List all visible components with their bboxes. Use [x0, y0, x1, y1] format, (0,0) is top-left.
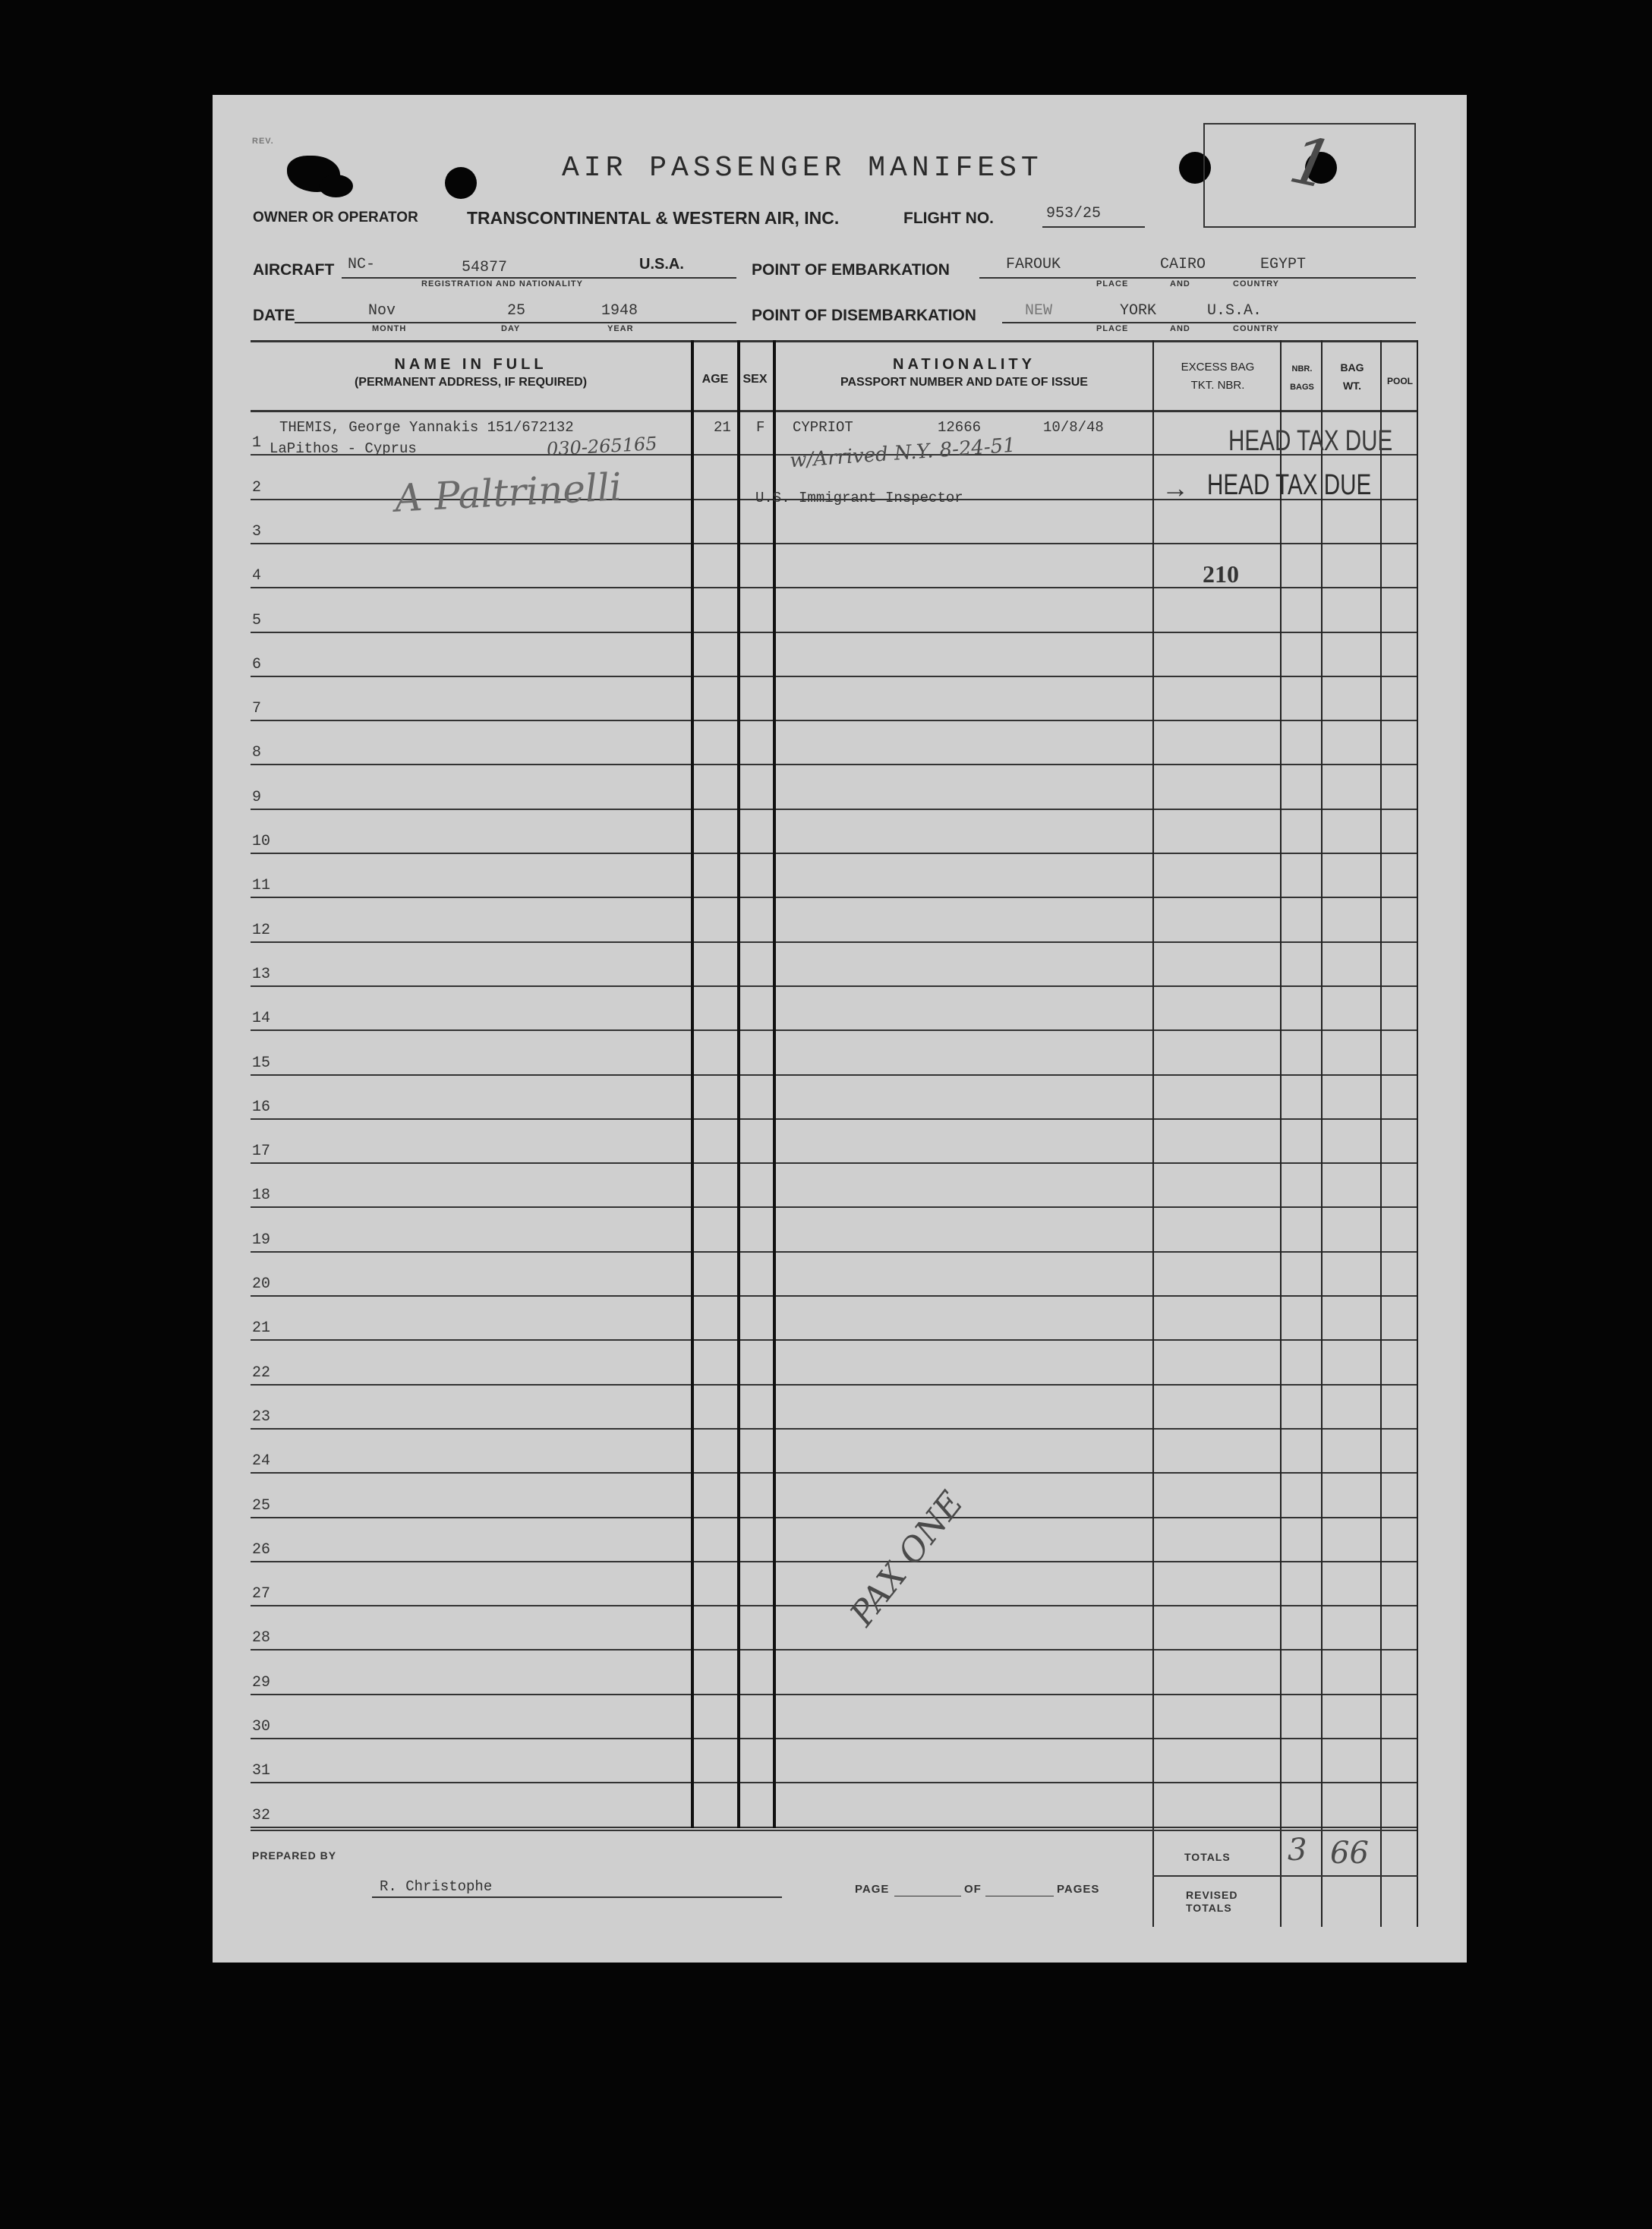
rule-nat-excess — [1152, 340, 1154, 1927]
col-nbr-bags — [1282, 360, 1323, 396]
embarkation-city: CAIRO — [1160, 256, 1206, 273]
row-number: 31 — [252, 1762, 271, 1780]
row-rule — [251, 1738, 1417, 1739]
row-rule — [251, 720, 1417, 721]
col-excess — [1154, 358, 1282, 395]
row-number: 18 — [252, 1187, 271, 1204]
and-caption: AND — [1170, 279, 1190, 288]
col-nationality-title: NATIONALITY — [893, 356, 1036, 373]
page-mark: 1 — [1283, 121, 1340, 205]
row-number: 27 — [252, 1585, 271, 1603]
passport-issue-date: 10/8/48 — [1043, 419, 1104, 436]
prepared-by-name: R. Christophe — [380, 1878, 493, 1895]
row-rule — [251, 1605, 1417, 1606]
inspector-signature: A Paltrinelli — [393, 465, 623, 521]
row-rule — [251, 1428, 1417, 1430]
aircraft-reg: NC- — [348, 256, 376, 273]
row-number: 9 — [252, 789, 262, 806]
rule-name-age — [691, 340, 694, 1828]
row-number: 32 — [252, 1807, 271, 1824]
row-number: 7 — [252, 700, 262, 717]
row-rule — [251, 1251, 1417, 1253]
rule-nbr-bag — [1321, 340, 1323, 1927]
flight-label: FLIGHT NO. — [903, 210, 994, 227]
row-rule — [251, 1384, 1417, 1386]
embarkation-country: EGYPT — [1260, 256, 1307, 273]
row-number: 2 — [252, 479, 262, 497]
aircraft-number: 54877 — [462, 259, 508, 276]
row-number: 22 — [252, 1364, 271, 1382]
row-number: 17 — [252, 1143, 271, 1160]
date-day: 25 — [507, 302, 526, 320]
head-tax-stamp-1: HEAD TAX DUE — [1228, 425, 1393, 457]
disembarkation-country: U.S.A. — [1207, 302, 1263, 320]
stamp-arrow: → — [1162, 472, 1189, 503]
embarkation-place: FAROUK — [1006, 256, 1061, 273]
month-caption: MONTH — [372, 324, 407, 333]
disembarkation-city: YORK — [1120, 302, 1157, 320]
row-rule — [251, 1029, 1417, 1031]
col-age: AGE — [701, 373, 729, 386]
place-caption: PLACE — [1096, 279, 1129, 288]
col-excess-line2: TKT. NBR. — [1190, 379, 1245, 392]
passport-number: 12666 — [938, 419, 982, 436]
revised-line1: REVISED — [1186, 1889, 1238, 1901]
operator-name: TRANSCONTINENTAL & WESTERN AIR, INC. — [467, 208, 840, 228]
row-rule — [251, 1782, 1417, 1783]
col-name-sub: (PERMANENT ADDRESS, IF REQUIRED) — [354, 376, 588, 389]
operator-label: OWNER OR OPERATOR — [253, 210, 418, 225]
col-nationality — [774, 355, 1154, 392]
year-caption: YEAR — [607, 324, 634, 333]
passenger-nationality: CYPRIOT — [793, 419, 853, 436]
row-rule — [251, 985, 1417, 987]
date-label: DATE — [253, 307, 295, 324]
total-weight: 66 — [1330, 1836, 1369, 1871]
excess-ticket-number: 210 — [1203, 560, 1239, 588]
disembarkation-place: NEW — [1025, 302, 1053, 320]
country-caption: COUNTRY — [1233, 279, 1279, 288]
row-number: 5 — [252, 612, 262, 629]
row-rule — [251, 543, 1417, 544]
passenger-address: LaPithos - Cyprus — [270, 440, 417, 457]
row-rule — [251, 676, 1417, 677]
pax-note: PAX ONE — [843, 1484, 972, 1634]
rule-right — [1417, 340, 1418, 1927]
corner-print: REV. — [252, 137, 274, 146]
col-sex: SEX — [742, 373, 768, 386]
row-number: 21 — [252, 1319, 271, 1337]
row-rule — [251, 1827, 1417, 1828]
row-number: 14 — [252, 1010, 271, 1027]
row-rule — [251, 897, 1417, 898]
totals-label: TOTALS — [1184, 1851, 1231, 1863]
row-rule — [251, 941, 1417, 943]
inspector-title: U.S. Immigrant Inspector — [755, 490, 963, 506]
passenger-sex: F — [756, 419, 765, 436]
rule-sex-nat — [773, 340, 776, 1828]
row-number: 1 — [252, 434, 262, 452]
col-bag-line2: WT. — [1342, 380, 1362, 392]
row-number: 12 — [252, 922, 271, 939]
row-rule — [251, 1339, 1417, 1341]
rule-age-sex — [737, 340, 740, 1828]
row-number: 8 — [252, 744, 262, 761]
revised-totals-label — [1186, 1889, 1237, 1915]
row-number: 6 — [252, 656, 262, 673]
passenger-age: 21 — [714, 419, 731, 436]
manifest-title: AIR PASSENGER MANIFEST — [562, 152, 1043, 184]
row-rule — [251, 1206, 1417, 1208]
row-rule — [251, 1074, 1417, 1076]
row-number: 28 — [252, 1629, 271, 1647]
row-rule — [251, 1472, 1417, 1474]
col-excess-line1: EXCESS BAG — [1181, 361, 1255, 374]
aircraft-nationality: U.S.A. — [639, 256, 684, 273]
of-label: OF — [964, 1883, 982, 1896]
row-number: 26 — [252, 1541, 271, 1559]
aircraft-label: AIRCRAFT — [253, 261, 335, 279]
row-rule — [251, 809, 1417, 810]
row-number: 20 — [252, 1275, 271, 1293]
revised-line2: TOTALS — [1186, 1902, 1232, 1914]
and-caption-2: AND — [1170, 324, 1190, 333]
total-bags: 3 — [1288, 1833, 1307, 1868]
col-name-title: NAME IN FULL — [394, 356, 547, 373]
date-month: Nov — [368, 302, 396, 320]
row-number: 30 — [252, 1718, 271, 1736]
rule-bag-pool — [1380, 340, 1382, 1927]
place-caption-2: PLACE — [1096, 324, 1129, 333]
row-number: 19 — [252, 1231, 271, 1249]
disembarkation-label: POINT OF DISEMBARKATION — [752, 307, 976, 324]
row-rule — [251, 1295, 1417, 1297]
row-number: 3 — [252, 523, 262, 541]
pages-label: PAGES — [1057, 1883, 1100, 1896]
row-number: 23 — [252, 1408, 271, 1426]
row-rule — [251, 1118, 1417, 1120]
col-bag-line1: BAG — [1340, 361, 1364, 374]
row-rule — [251, 1561, 1417, 1562]
row-rule — [251, 1517, 1417, 1518]
row-number: 29 — [252, 1674, 271, 1691]
day-caption: DAY — [501, 324, 521, 333]
page-label: PAGE — [855, 1883, 890, 1896]
row-number: 15 — [252, 1055, 271, 1072]
row-rule — [251, 1649, 1417, 1650]
registration-caption: REGISTRATION AND NATIONALITY — [421, 279, 583, 288]
row-rule — [251, 1162, 1417, 1164]
row-number: 13 — [252, 966, 271, 983]
row-number: 11 — [252, 877, 271, 894]
flight-number: 953/25 — [1046, 205, 1102, 222]
row-number: 10 — [252, 833, 271, 850]
col-bag-wt — [1323, 358, 1382, 395]
row-number: 16 — [252, 1099, 271, 1116]
torn-corner-2 — [319, 175, 353, 197]
row-number: 24 — [252, 1452, 271, 1470]
col-name — [251, 355, 691, 392]
col-nationality-sub: PASSPORT NUMBER AND DATE OF ISSUE — [840, 376, 1088, 389]
prepared-by-label: PREPARED BY — [252, 1849, 337, 1862]
arrival-note: w/Arrived N.Y. 8-24-51 — [789, 434, 1017, 473]
punch-hole-1 — [445, 167, 477, 199]
row-rule — [251, 632, 1417, 633]
row-rule — [251, 587, 1417, 588]
col-nbr-line2: BAGS — [1290, 383, 1314, 392]
row-number: 25 — [252, 1497, 271, 1515]
embarkation-label: POINT OF EMBARKATION — [752, 261, 950, 279]
country-caption-2: COUNTRY — [1233, 324, 1279, 333]
date-year: 1948 — [601, 302, 638, 320]
passenger-name: THEMIS, George Yannakis 151/672132 — [279, 419, 574, 436]
rule-excess-nbr — [1280, 340, 1282, 1927]
col-nbr-line1: NBR. — [1291, 364, 1313, 374]
col-pool: POOL — [1386, 376, 1413, 386]
row-rule — [251, 853, 1417, 854]
passenger-hand-number: 030-265165 — [546, 433, 658, 460]
row-number: 4 — [252, 567, 262, 585]
row-rule — [251, 764, 1417, 765]
head-tax-stamp-2: HEAD TAX DUE — [1207, 469, 1372, 501]
row-rule — [251, 1694, 1417, 1695]
